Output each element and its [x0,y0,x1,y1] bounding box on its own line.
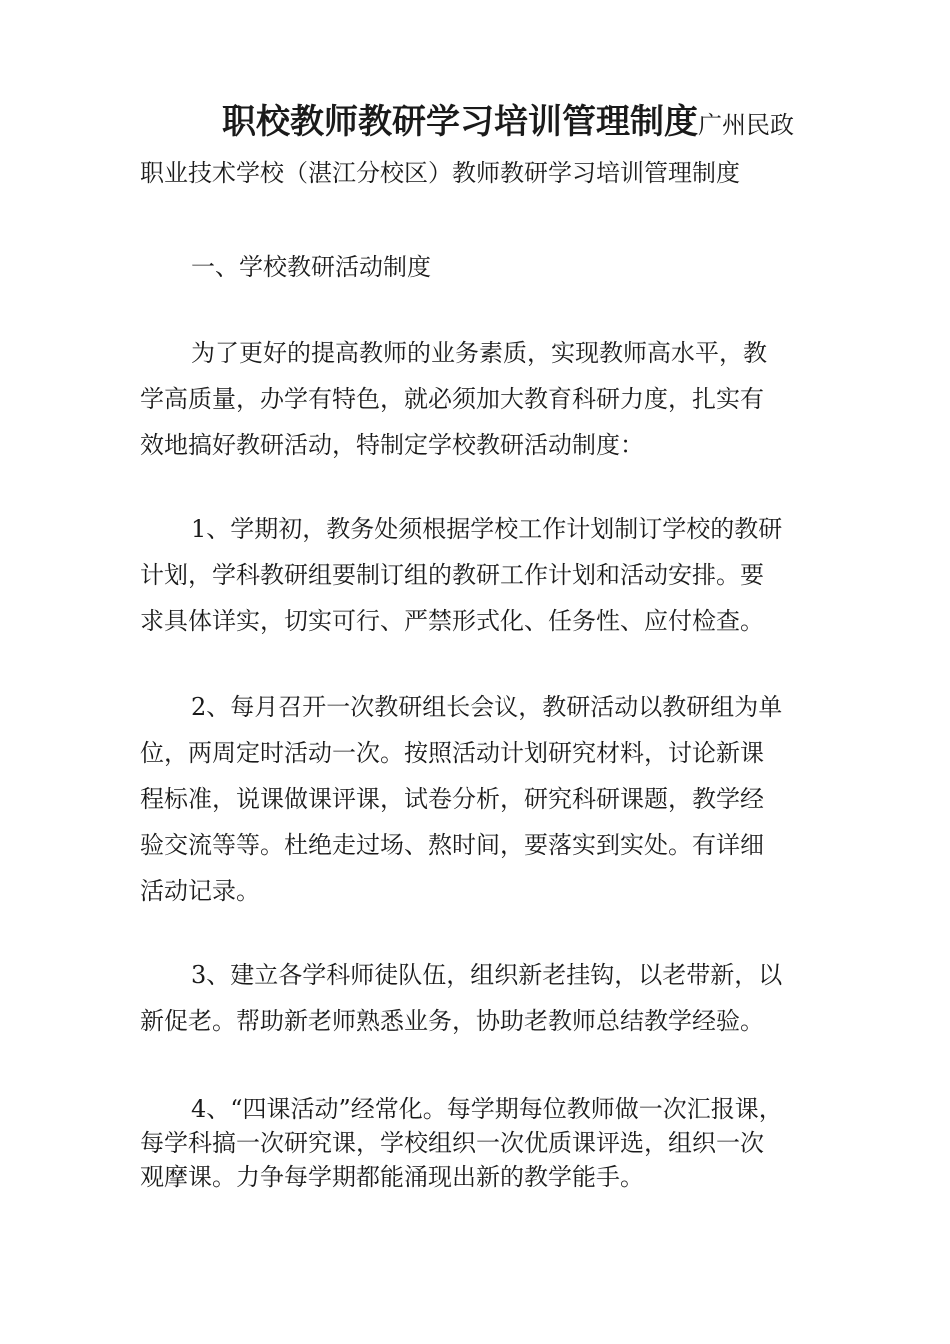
section-heading [140,244,830,290]
paragraph-line: 每学科搞一次研究课，学校组织一次优质课评选，组织一次 [140,1129,764,1157]
paragraph-line: 程标准，说课做课评课，试卷分析，研究科研课题，教学经 [140,785,764,813]
paragraph-item-2 [140,684,830,914]
paragraph-line: 学高质量，办学有特色，就必须加大教育科研力度，扎实有 [140,385,764,413]
section-heading-text: 一、学校教研活动制度 [191,253,431,281]
document-title [222,96,862,154]
paragraph-item-3 [140,952,830,1044]
paragraph-line: 为了更好的提高教师的业务素质，实现教师高水平，教 [191,339,767,367]
paragraph-line: 1、学期初，教务处须根据学校工作计划制订学校的教研 [191,515,783,543]
document-subtitle: 职业技术学校（湛江分校区）教师教研学习培训管理制度 [140,159,740,187]
paragraph-line: 计划，学科教研组要制订组的教研工作计划和活动安排。要 [140,561,764,589]
paragraph-line: 位，两周定时活动一次。按照活动计划研究材料，讨论新课 [140,739,764,767]
paragraph-intro [140,330,830,468]
title-tail: 广州民政 [698,111,794,139]
paragraph-line: 效地搞好教研活动，特制定学校教研活动制度： [140,431,644,459]
paragraph-line: 2、每月召开一次教研组长会议，教研活动以教研组为单 [191,693,783,721]
paragraph-item-1 [140,506,830,644]
paragraph-item-4 [140,1092,830,1194]
paragraph-line: 验交流等等。杜绝走过场、熬时间，要落实到实处。有详细 [140,831,764,859]
paragraph-line: 新促老。帮助新老师熟悉业务，协助老教师总结教学经验。 [140,1007,764,1035]
title-main: 职校教师教研学习培训管理制度 [222,102,698,142]
paragraph-line: 4、“四课活动”经常化。每学期每位教师做一次汇报课， [191,1095,783,1123]
paragraph-line: 3、建立各学科师徒队伍，组织新老挂钩，以老带新，以 [191,961,783,989]
paragraph-line: 求具体详实，切实可行、严禁形式化、任务性、应付检查。 [140,607,764,635]
paragraph-line: 活动记录。 [140,877,260,905]
paragraph-line: 观摩课。力争每学期都能涌现出新的教学能手。 [140,1163,644,1191]
